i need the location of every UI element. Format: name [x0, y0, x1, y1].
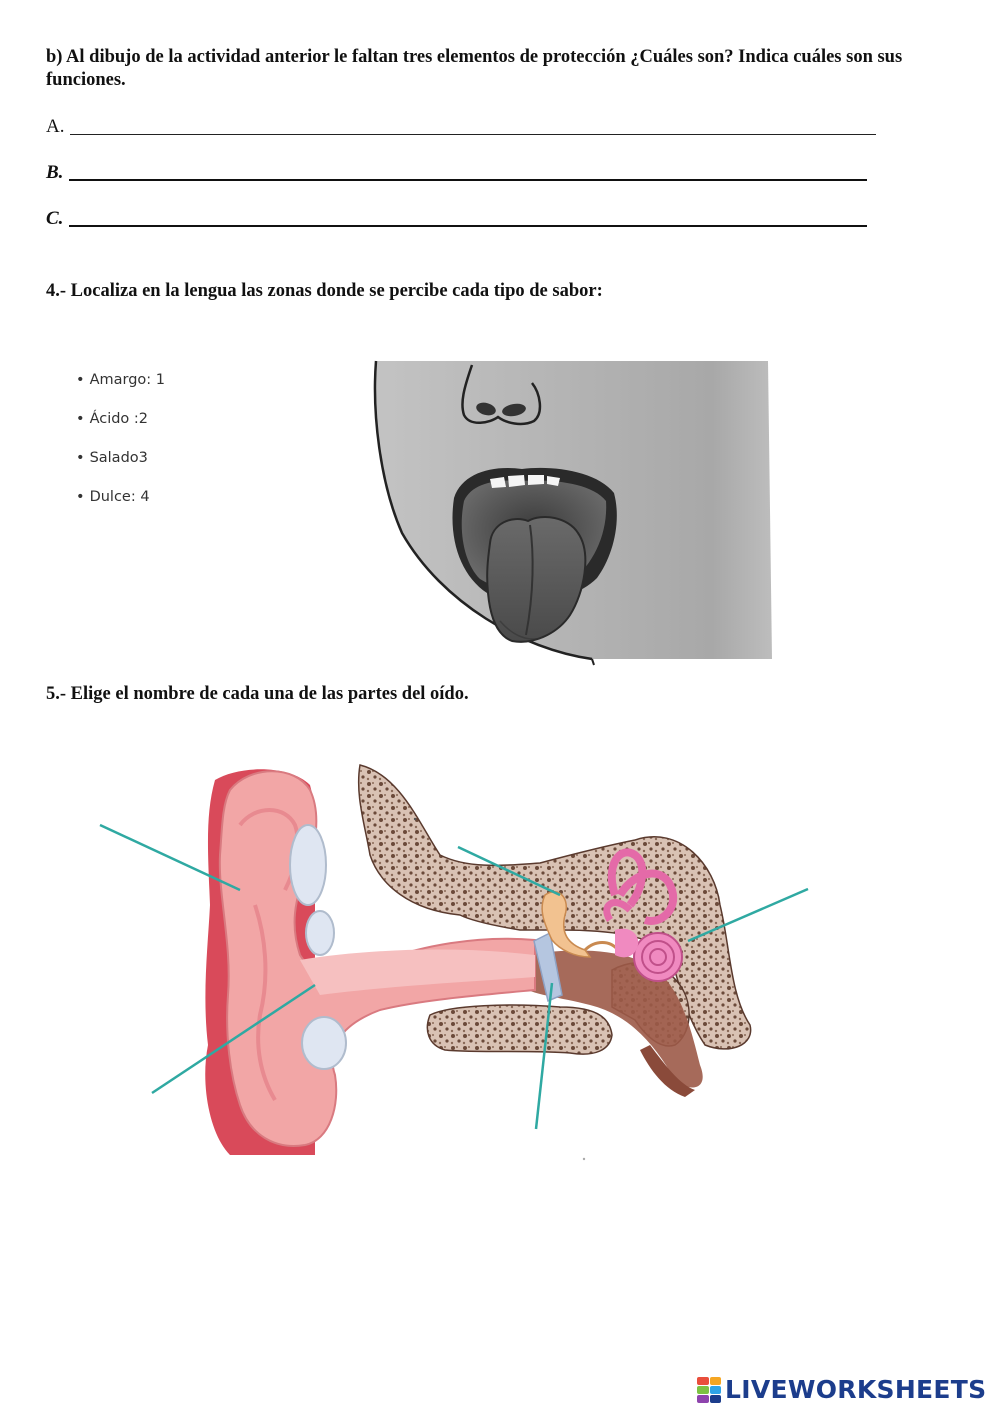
- flavor-item-acido: • Ácido :2: [76, 411, 165, 450]
- liveworksheets-logo: [697, 1375, 986, 1404]
- question-b-text: b) Al dibujo de la actividad anterior le faltan tres elementos de protección ¿Cuáles son? Indica cuáles son sus funciones.: [46, 47, 903, 90]
- question-5-title: 5.- Elige el nombre de cada una de las partes del oído.: [46, 684, 469, 704]
- ear-illustration: [90, 745, 820, 1165]
- answer-blank-c[interactable]: [69, 225, 867, 227]
- answer-blank-b[interactable]: [69, 179, 867, 181]
- answer-line-a[interactable]: [46, 116, 876, 138]
- answer-blank-a[interactable]: [70, 134, 876, 135]
- tongue-illustration: [372, 353, 776, 669]
- cartilage-upper: [290, 825, 326, 905]
- flavor-item-dulce: • Dulce: 4: [76, 489, 165, 528]
- answer-line-c[interactable]: [46, 208, 867, 230]
- flavor-item-salado: • Salado3: [76, 450, 165, 489]
- flavor-list: [76, 372, 165, 528]
- liveworksheets-logo-mark: [697, 1377, 721, 1403]
- answer-label-c: C.: [46, 208, 64, 229]
- cartilage-lower: [302, 1017, 346, 1069]
- question-4-title: 4.- Localiza en la lengua las zonas donde se percibe cada tipo de sabor:: [46, 281, 603, 301]
- answer-line-b[interactable]: [46, 162, 867, 184]
- temporal-bone-lower: [427, 1005, 612, 1054]
- liveworksheets-logo-text: LIVEWORKSHEETS: [725, 1375, 987, 1404]
- answer-label-a: A.: [46, 116, 65, 137]
- flavor-item-amargo: • Amargo: 1: [76, 372, 165, 411]
- answer-label-b: B.: [46, 162, 64, 183]
